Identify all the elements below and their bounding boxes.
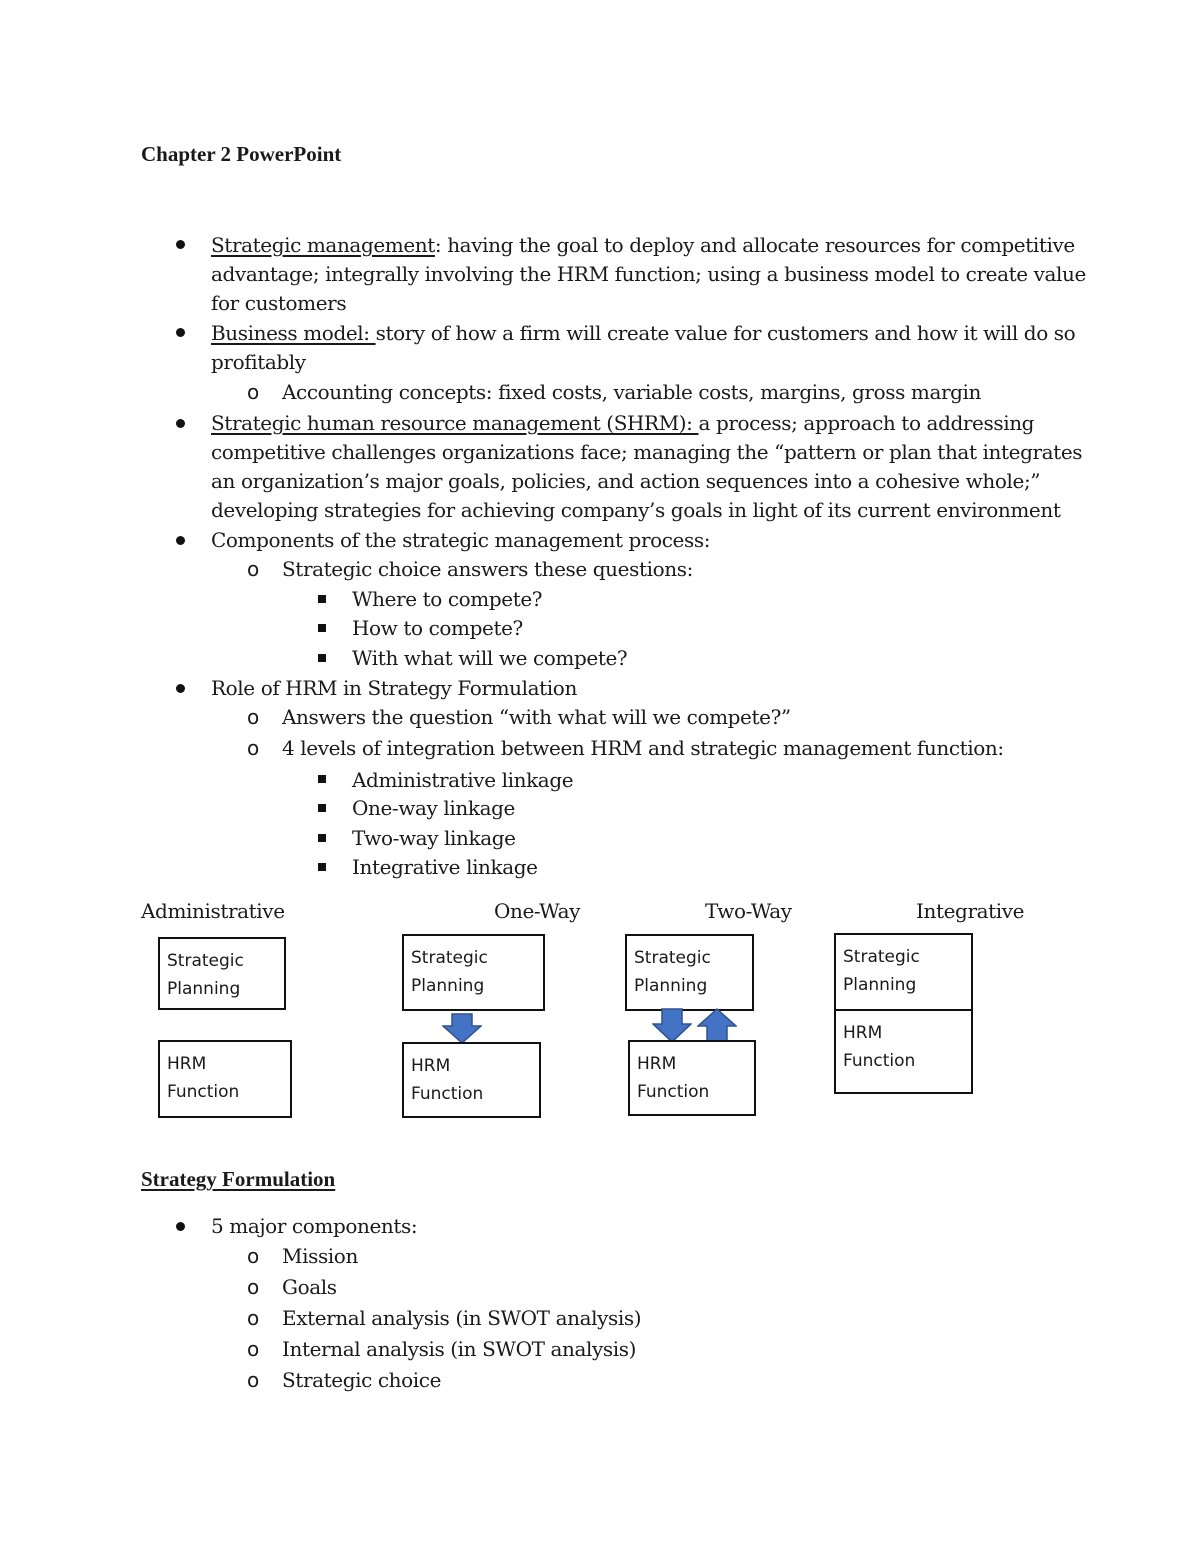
- diagram-label-one-way: One-Way: [494, 899, 581, 923]
- bullet-dot: [176, 240, 185, 249]
- text-line: for customers: [211, 291, 347, 315]
- strategic-planning-box: [158, 937, 286, 1010]
- bullet-components: Components of the strategic management process:: [211, 528, 711, 552]
- text: : having the goal to deploy and allocate resources for competitive: [434, 233, 1075, 257]
- strategic-planning-box: [402, 934, 545, 1011]
- sub-bullet-circle: o: [247, 1337, 260, 1361]
- section-heading: Strategy Formulation: [141, 1167, 336, 1191]
- bullet-five-components: 5 major components:: [211, 1214, 418, 1238]
- box-label: HRM Function: [843, 1023, 916, 1071]
- square-bullet: [318, 804, 326, 812]
- bullet-business-model: [211, 319, 1075, 348]
- bullet-dot: [176, 1222, 185, 1231]
- sub-bullet-circle: o: [247, 1306, 260, 1330]
- sub-bullet-circle: o: [247, 557, 260, 581]
- diagram-label-integrative: Integrative: [916, 899, 1025, 923]
- box-label: HRM Function: [637, 1054, 710, 1102]
- arrow-up-icon: [697, 1008, 737, 1043]
- box-label: HRM Function: [411, 1056, 484, 1104]
- strategic-planning-box: [625, 934, 754, 1011]
- arrow-down-shape: [653, 1009, 691, 1042]
- sub-bullet-circle: o: [247, 1368, 260, 1392]
- question-how: How to compete?: [352, 616, 523, 640]
- arrow-up-shape: [698, 1009, 736, 1042]
- bullet-dot: [176, 536, 185, 545]
- component-item: Internal analysis (in SWOT analysis): [282, 1337, 637, 1361]
- sub-bullet-circle: o: [247, 380, 260, 404]
- sub-item-strategic-choice: Strategic choice answers these questions:: [282, 557, 693, 581]
- text: story of how a firm will create value for customers and how it will do so: [375, 321, 1076, 345]
- hrm-function-box: [158, 1040, 292, 1118]
- sub-bullet-circle: o: [247, 736, 260, 760]
- linkage-administrative: Administrative linkage: [352, 768, 574, 792]
- text-line: competitive challenges organizations face; managing the “pattern or plan that integrates: [211, 440, 1083, 464]
- square-bullet: [318, 775, 326, 783]
- term-strategic-management: Strategic management: [211, 233, 435, 257]
- bullet-dot: [176, 328, 185, 337]
- diagram-label-administrative: Administrative: [141, 899, 285, 923]
- linkage-one-way: One-way linkage: [352, 796, 515, 820]
- box-label: Strategic Planning: [411, 948, 488, 996]
- box-label: Strategic Planning: [843, 947, 920, 995]
- box-label: HRM Function: [167, 1054, 240, 1102]
- hrm-function-box: [402, 1042, 541, 1118]
- linkage-two-way: Two-way linkage: [352, 826, 516, 850]
- component-item: External analysis (in SWOT analysis): [282, 1306, 642, 1330]
- arrow-down-icon: [442, 1013, 482, 1044]
- integrative-combined-box: [834, 933, 973, 1094]
- term-shrm: Strategic human resource management (SHRM):: [211, 411, 699, 435]
- bullet-shrm: [211, 409, 1034, 438]
- text-line: developing strategies for achieving company’s goals in light of its current environment: [211, 498, 1061, 522]
- page-title: Chapter 2 PowerPoint: [141, 142, 342, 166]
- sub-item-four-levels: 4 levels of integration between HRM and strategic management function:: [282, 736, 1004, 760]
- text-line: advantage; integrally involving the HRM function; using a business model to create value: [211, 262, 1086, 286]
- box-divider: [836, 1009, 971, 1011]
- square-bullet: [318, 624, 326, 632]
- square-bullet: [318, 863, 326, 871]
- square-bullet: [318, 595, 326, 603]
- linkage-integrative: Integrative linkage: [352, 855, 538, 879]
- sub-bullet-circle: o: [247, 1244, 260, 1268]
- arrow-down-shape: [443, 1014, 481, 1043]
- sub-item-accounting: Accounting concepts: fixed costs, variable costs, margins, gross margin: [282, 380, 982, 404]
- sub-bullet-circle: o: [247, 1275, 260, 1299]
- question-with-what: With what will we compete?: [352, 646, 628, 670]
- hrm-function-box: [628, 1040, 756, 1116]
- component-item: Mission: [282, 1244, 358, 1268]
- diagram-label-two-way: Two-Way: [705, 899, 792, 923]
- box-label: Strategic Planning: [634, 948, 711, 996]
- component-item: Strategic choice: [282, 1368, 442, 1392]
- bullet-role-of-hrm: Role of HRM in Strategy Formulation: [211, 676, 577, 700]
- text-line: an organization’s major goals, policies, and action sequences into a cohesive whole;”: [211, 469, 1041, 493]
- text-line: profitably: [211, 350, 306, 374]
- component-item: Goals: [282, 1275, 337, 1299]
- bullet-dot: [176, 684, 185, 693]
- sub-item-answers: Answers the question “with what will we compete?”: [282, 705, 791, 729]
- arrow-down-icon: [652, 1008, 692, 1043]
- square-bullet: [318, 654, 326, 662]
- box-label: Strategic Planning: [167, 951, 244, 999]
- term-business-model: Business model:: [211, 321, 376, 345]
- bullet-strategic-management: [211, 231, 1075, 260]
- text: a process; approach to addressing: [698, 411, 1035, 435]
- square-bullet: [318, 834, 326, 842]
- sub-bullet-circle: o: [247, 705, 260, 729]
- bullet-dot: [176, 419, 185, 428]
- question-where: Where to compete?: [352, 587, 543, 611]
